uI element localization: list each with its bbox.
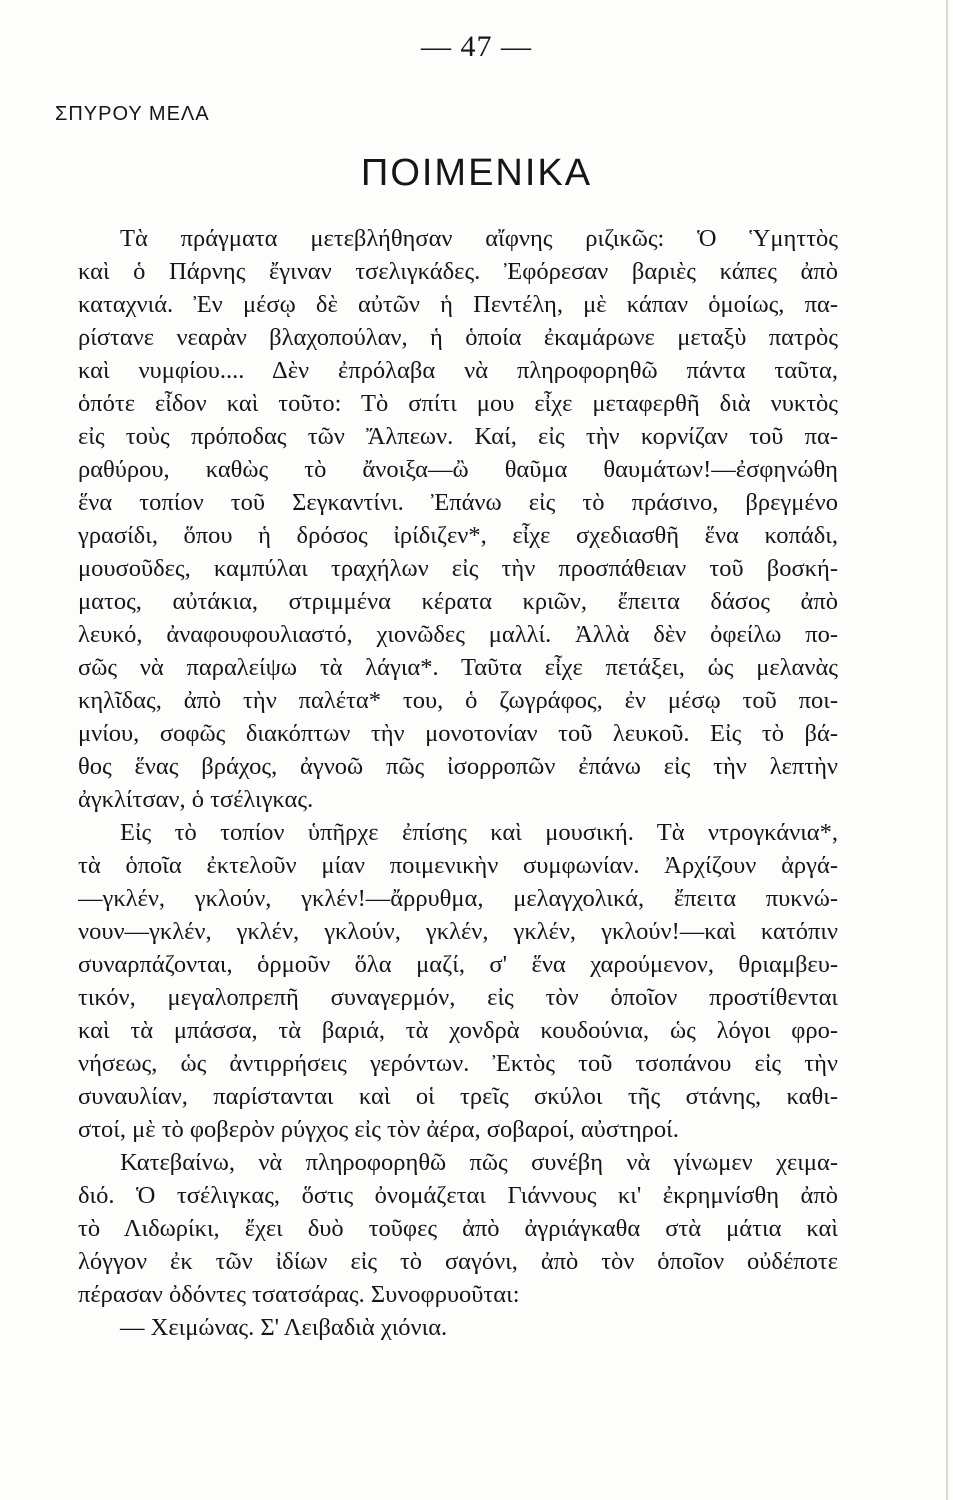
text-line: καταχνιά. Ἐν μέσῳ δὲ αὐτῶν ἡ Πεντέλη, μὲ κάπαν ὁμοίως, πα- bbox=[78, 291, 838, 318]
text-line: ἀγκλίτσαν, ὁ τσέλιγκας. bbox=[78, 786, 314, 813]
text-line: τικόν, μεγαλοπρεπῆ συναγερμόν, εἰς τὸν ὁποῖον προστίθενται bbox=[78, 984, 838, 1011]
text-line: λευκό, ἀναφουφουλιαστό, χιονῶδες μαλλί. Ἀλλὰ δὲν ὀφείλω πο- bbox=[78, 621, 838, 648]
page-number-suffix: — bbox=[492, 30, 532, 63]
text-line: στοί, μὲ τὸ φοβερὸν ρύγχος εἰς τὸν ἀέρα, σοβαροί, αὐστηροί. bbox=[78, 1116, 679, 1143]
text-line: νήσεως, ὡς ἀντιρρήσεις γερόντων. Ἐκτὸς τοῦ τσοπάνου εἰς τὴν bbox=[78, 1050, 838, 1077]
text-line: καὶ νυμφίου.... Δὲν ἐπρόλαβα νὰ πληροφορηθῶ πάντα ταῦτα, bbox=[78, 357, 838, 384]
text-line: τὸ Λιδωρίκι, ἔχει δυὸ τοῦφες ἀπὸ ἀγριάγκαθα στὰ μάτια καὶ bbox=[78, 1215, 838, 1242]
text-line: εἰς τοὺς πρόποδας τῶν Ἄλπεων. Καί, εἰς τὴν κορνίζαν τοῦ πα- bbox=[78, 423, 838, 450]
page-edge-shadow bbox=[946, 0, 948, 1500]
story-title: ΠΟΙΜΕΝΙΚΑ bbox=[360, 152, 593, 194]
text-line: μνίου, σοφῶς διακόπτων τὴν μονοτονίαν τοῦ λευκοῦ. Εἰς τὸ βά- bbox=[78, 720, 838, 747]
text-line: πέρασαν ὀδόντες τσατσάρας. Συνοφρυοῦται: bbox=[78, 1281, 520, 1308]
text-line: ἕνα τοπίον τοῦ Σεγκαντίνι. Ἐπάνω εἰς τὸ πράσινο, βρεγμένο bbox=[78, 489, 838, 516]
page-number-value: 47 bbox=[460, 30, 493, 63]
body-text bbox=[78, 222, 838, 1344]
text-line: μουσοῦδες, καμπύλαι τραχήλων εἰς τὴν προσπάθειαν τοῦ βοσκή- bbox=[78, 555, 838, 582]
text-line: κηλῖδας, ἀπὸ τὴν παλέτα* του, ὁ ζωγράφος, ἐν μέσῳ τοῦ ποι- bbox=[78, 687, 838, 714]
text-line: σῶς νὰ παραλείψω τὰ λάγια*. Ταῦτα εἶχε πετάξει, ὡς μελανὰς bbox=[78, 654, 838, 681]
text-line: — Χειμώνας. Σ' Λειβαδιὰ χιόνια. bbox=[120, 1314, 448, 1341]
text-line: διό. Ὁ τσέλιγκας, ὅστις ὀνομάζεται Γιάννους κι' ἐκρημνίσθη ἀπὸ bbox=[78, 1182, 838, 1209]
text-line: ματος, αὐτάκια, στριμμένα κέρατα κριῶν, ἔπειτα δάσος ἀπὸ bbox=[78, 588, 838, 615]
text-line: ὁπότε εἶδον καὶ τοῦτο: Τὸ σπίτι μου εἶχε μεταφερθῆ διὰ νυκτὸς bbox=[78, 390, 838, 417]
text-line: —γκλέν, γκλούν, γκλέν!—ἄρρυθμα, μελαγχολικά, ἔπειτα πυκνώ- bbox=[78, 885, 838, 912]
text-line: γρασίδι, ὅπου ἡ δρόσος ἰρίδιζεν*, εἶχε σχεδιασθῆ ἕνα κοπάδι, bbox=[78, 522, 838, 549]
text-line: Τὰ πράγματα μετεβλήθησαν αἴφνης ριζικῶς: Ὁ Ὑμηττὸς bbox=[120, 225, 838, 252]
text-line: νουν—γκλέν, γκλέν, γκλούν, γκλέν, γκλέν, γκλούν!—καὶ κατόπιν bbox=[78, 918, 838, 945]
text-line: ρίστανε νεαρὰν βλαχοπούλαν, ἡ ὁποία ἐκαμάρωνε μεταξὺ πατρὸς bbox=[78, 324, 838, 351]
author-name: ΣΠΥΡΟΥ ΜΕΛΑ bbox=[55, 103, 210, 125]
page-number bbox=[0, 30, 953, 64]
text-line: τὰ ὁποῖα ἐκτελοῦν μίαν ποιμενικὴν συμφωνίαν. Ἀρχίζουν ἀργά- bbox=[78, 852, 838, 879]
text-line: Εἰς τὸ τοπίον ὑπῆρχε ἐπίσης καὶ μουσική. Τὰ ντρογκάνια*, bbox=[120, 819, 838, 846]
text-line: Κατεβαίνω, νὰ πληροφορηθῶ πῶς συνέβη νὰ γίνωμεν χειμα- bbox=[120, 1149, 838, 1176]
page-number-prefix: — bbox=[421, 30, 461, 63]
text-line: καὶ ὁ Πάρνης ἔγιναν τσελιγκάδες. Ἐφόρεσαν βαριὲς κάπες ἀπὸ bbox=[78, 258, 838, 285]
text-line: θος ἕνας βράχος, ἀγνοῶ πῶς ἰσορροπῶν ἐπάνω εἰς τὴν λεπτὴν bbox=[78, 753, 838, 780]
text-line: λόγγον ἐκ τῶν ἰδίων εἰς τὸ σαγόνι, ἀπὸ τὸν ὁποῖον οὐδέποτε bbox=[78, 1248, 838, 1275]
text-line: ραθύρου, καθὼς τὸ ἄνοιξα—ὢ θαῦμα θαυμάτων!—ἐσφηνώθη bbox=[78, 456, 838, 483]
text-line: συναρπάζονται, ὁρμοῦν ὅλα μαζί, σ' ἕνα χαρούμενον, θριαμβευ- bbox=[78, 951, 838, 978]
text-line: καὶ τὰ μπάσσα, τὰ βαριά, τὰ χονδρὰ κουδούνια, ὡς λόγοι φρο- bbox=[78, 1017, 838, 1044]
text-line: συναυλίαν, παρίστανται καὶ οἱ τρεῖς σκύλοι τῆς στάνης, καθι- bbox=[78, 1083, 838, 1110]
